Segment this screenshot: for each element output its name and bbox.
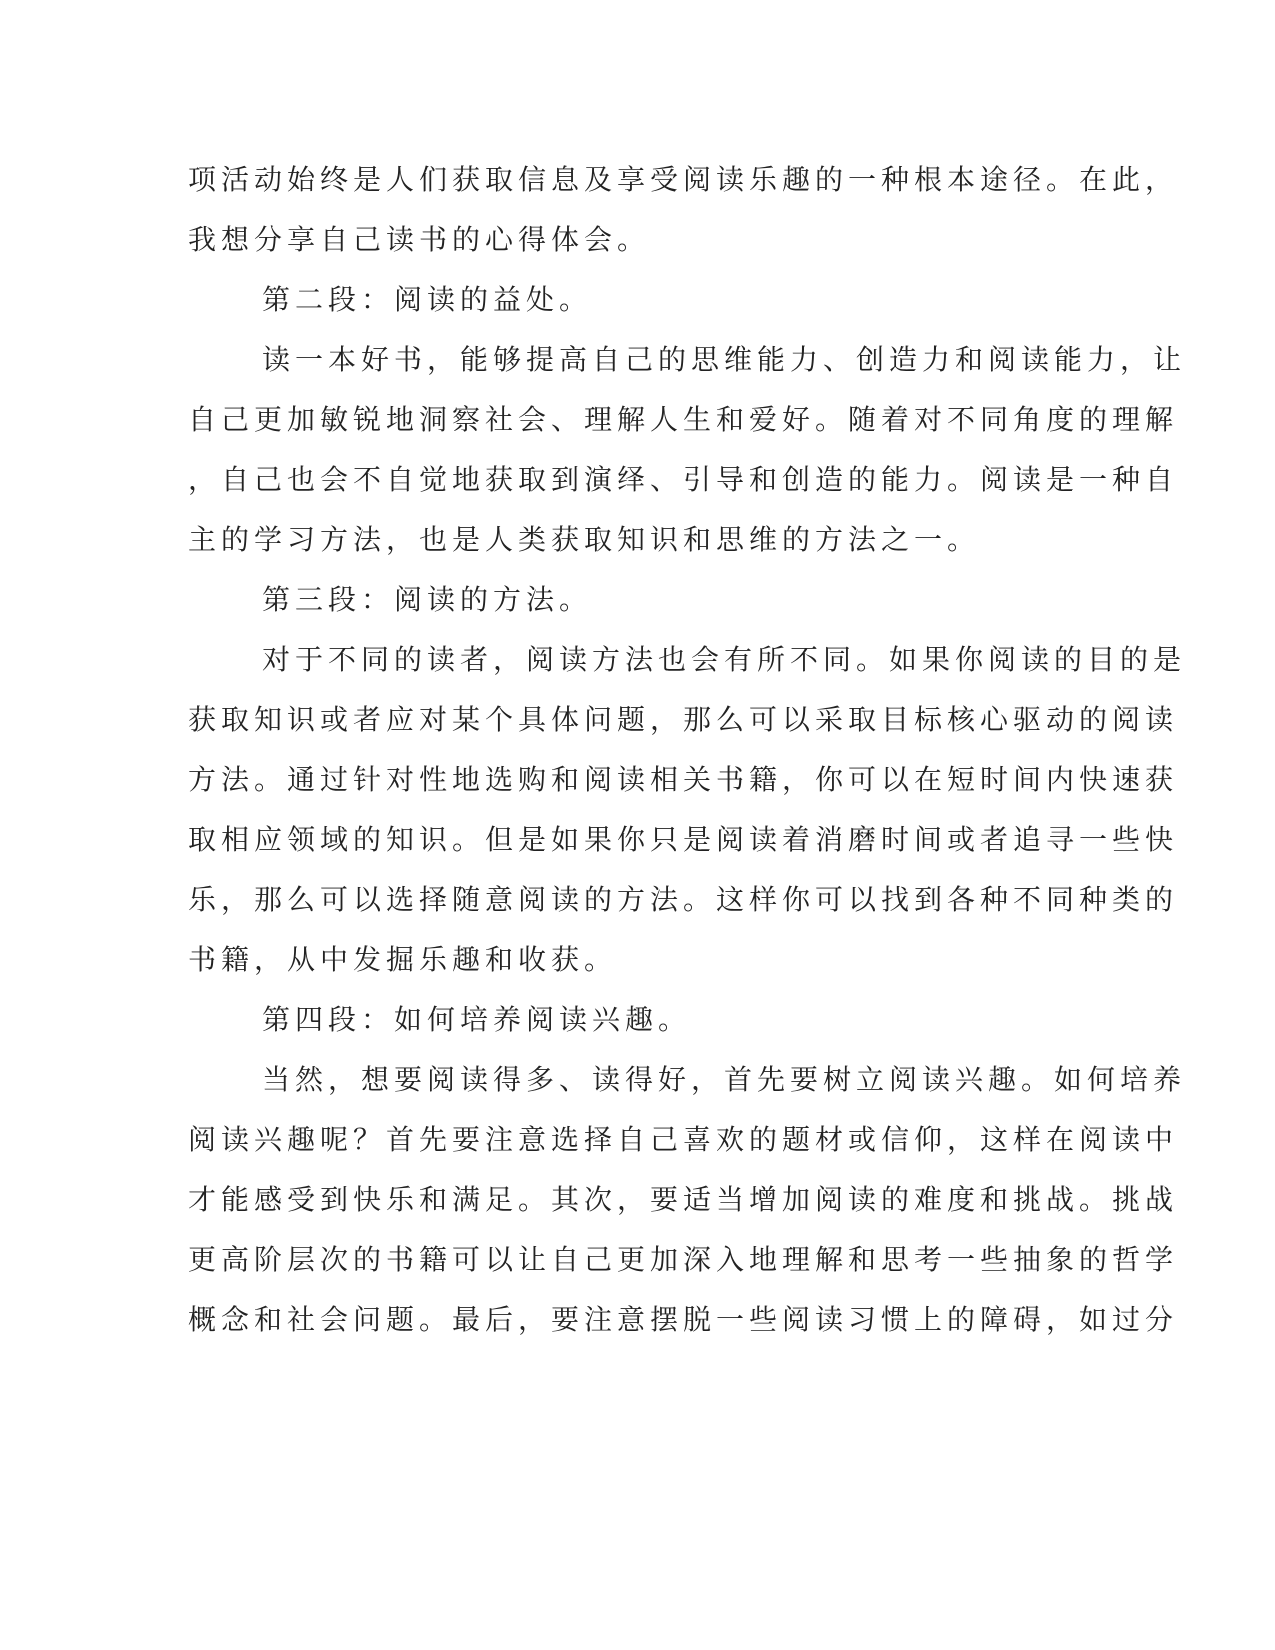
section-heading-2: 第二段：阅读的益处。 bbox=[262, 283, 593, 316]
text-line: 乐，那么可以选择随意阅读的方法。这样你可以找到各种不同种类的 bbox=[188, 883, 1179, 916]
text-line: 阅读兴趣呢？首先要注意选择自己喜欢的题材或信仰，这样在阅读中 bbox=[188, 1123, 1179, 1156]
text-line: 才能感受到快乐和满足。其次，要适当增加阅读的难度和挑战。挑战 bbox=[188, 1183, 1179, 1216]
text-line: 项活动始终是人们获取信息及享受阅读乐趣的一种根本途径。在此， bbox=[188, 163, 1179, 196]
text-line: 书籍，从中发掘乐趣和收获。 bbox=[188, 943, 618, 976]
text-line: 获取知识或者应对某个具体问题，那么可以采取目标核心驱动的阅读 bbox=[188, 703, 1179, 736]
text-line: 自己更加敏锐地洞察社会、理解人生和爱好。随着对不同角度的理解 bbox=[188, 403, 1179, 436]
text-line: 方法。通过针对性地选购和阅读相关书籍，你可以在短时间内快速获 bbox=[188, 763, 1179, 796]
text-line: ，自己也会不自觉地获取到演绎、引导和创造的能力。阅读是一种自 bbox=[188, 463, 1179, 496]
text-line: 主的学习方法，也是人类获取知识和思维的方法之一。 bbox=[188, 523, 981, 556]
text-line: 对于不同的读者，阅读方法也会有所不同。如果你阅读的目的是 bbox=[262, 643, 1187, 676]
text-line: 我想分享自己读书的心得体会。 bbox=[188, 223, 651, 256]
text-line: 读一本好书，能够提高自己的思维能力、创造力和阅读能力，让 bbox=[262, 343, 1187, 376]
section-heading-3: 第三段：阅读的方法。 bbox=[262, 583, 593, 616]
text-line: 当然，想要阅读得多、读得好，首先要树立阅读兴趣。如何培养 bbox=[262, 1063, 1187, 1096]
section-heading-4: 第四段：如何培养阅读兴趣。 bbox=[262, 1003, 692, 1036]
text-line: 取相应领域的知识。但是如果你只是阅读着消磨时间或者追寻一些快 bbox=[188, 823, 1179, 856]
text-line: 更高阶层次的书籍可以让自己更加深入地理解和思考一些抽象的哲学 bbox=[188, 1243, 1179, 1276]
text-line: 概念和社会问题。最后，要注意摆脱一些阅读习惯上的障碍，如过分 bbox=[188, 1303, 1179, 1336]
